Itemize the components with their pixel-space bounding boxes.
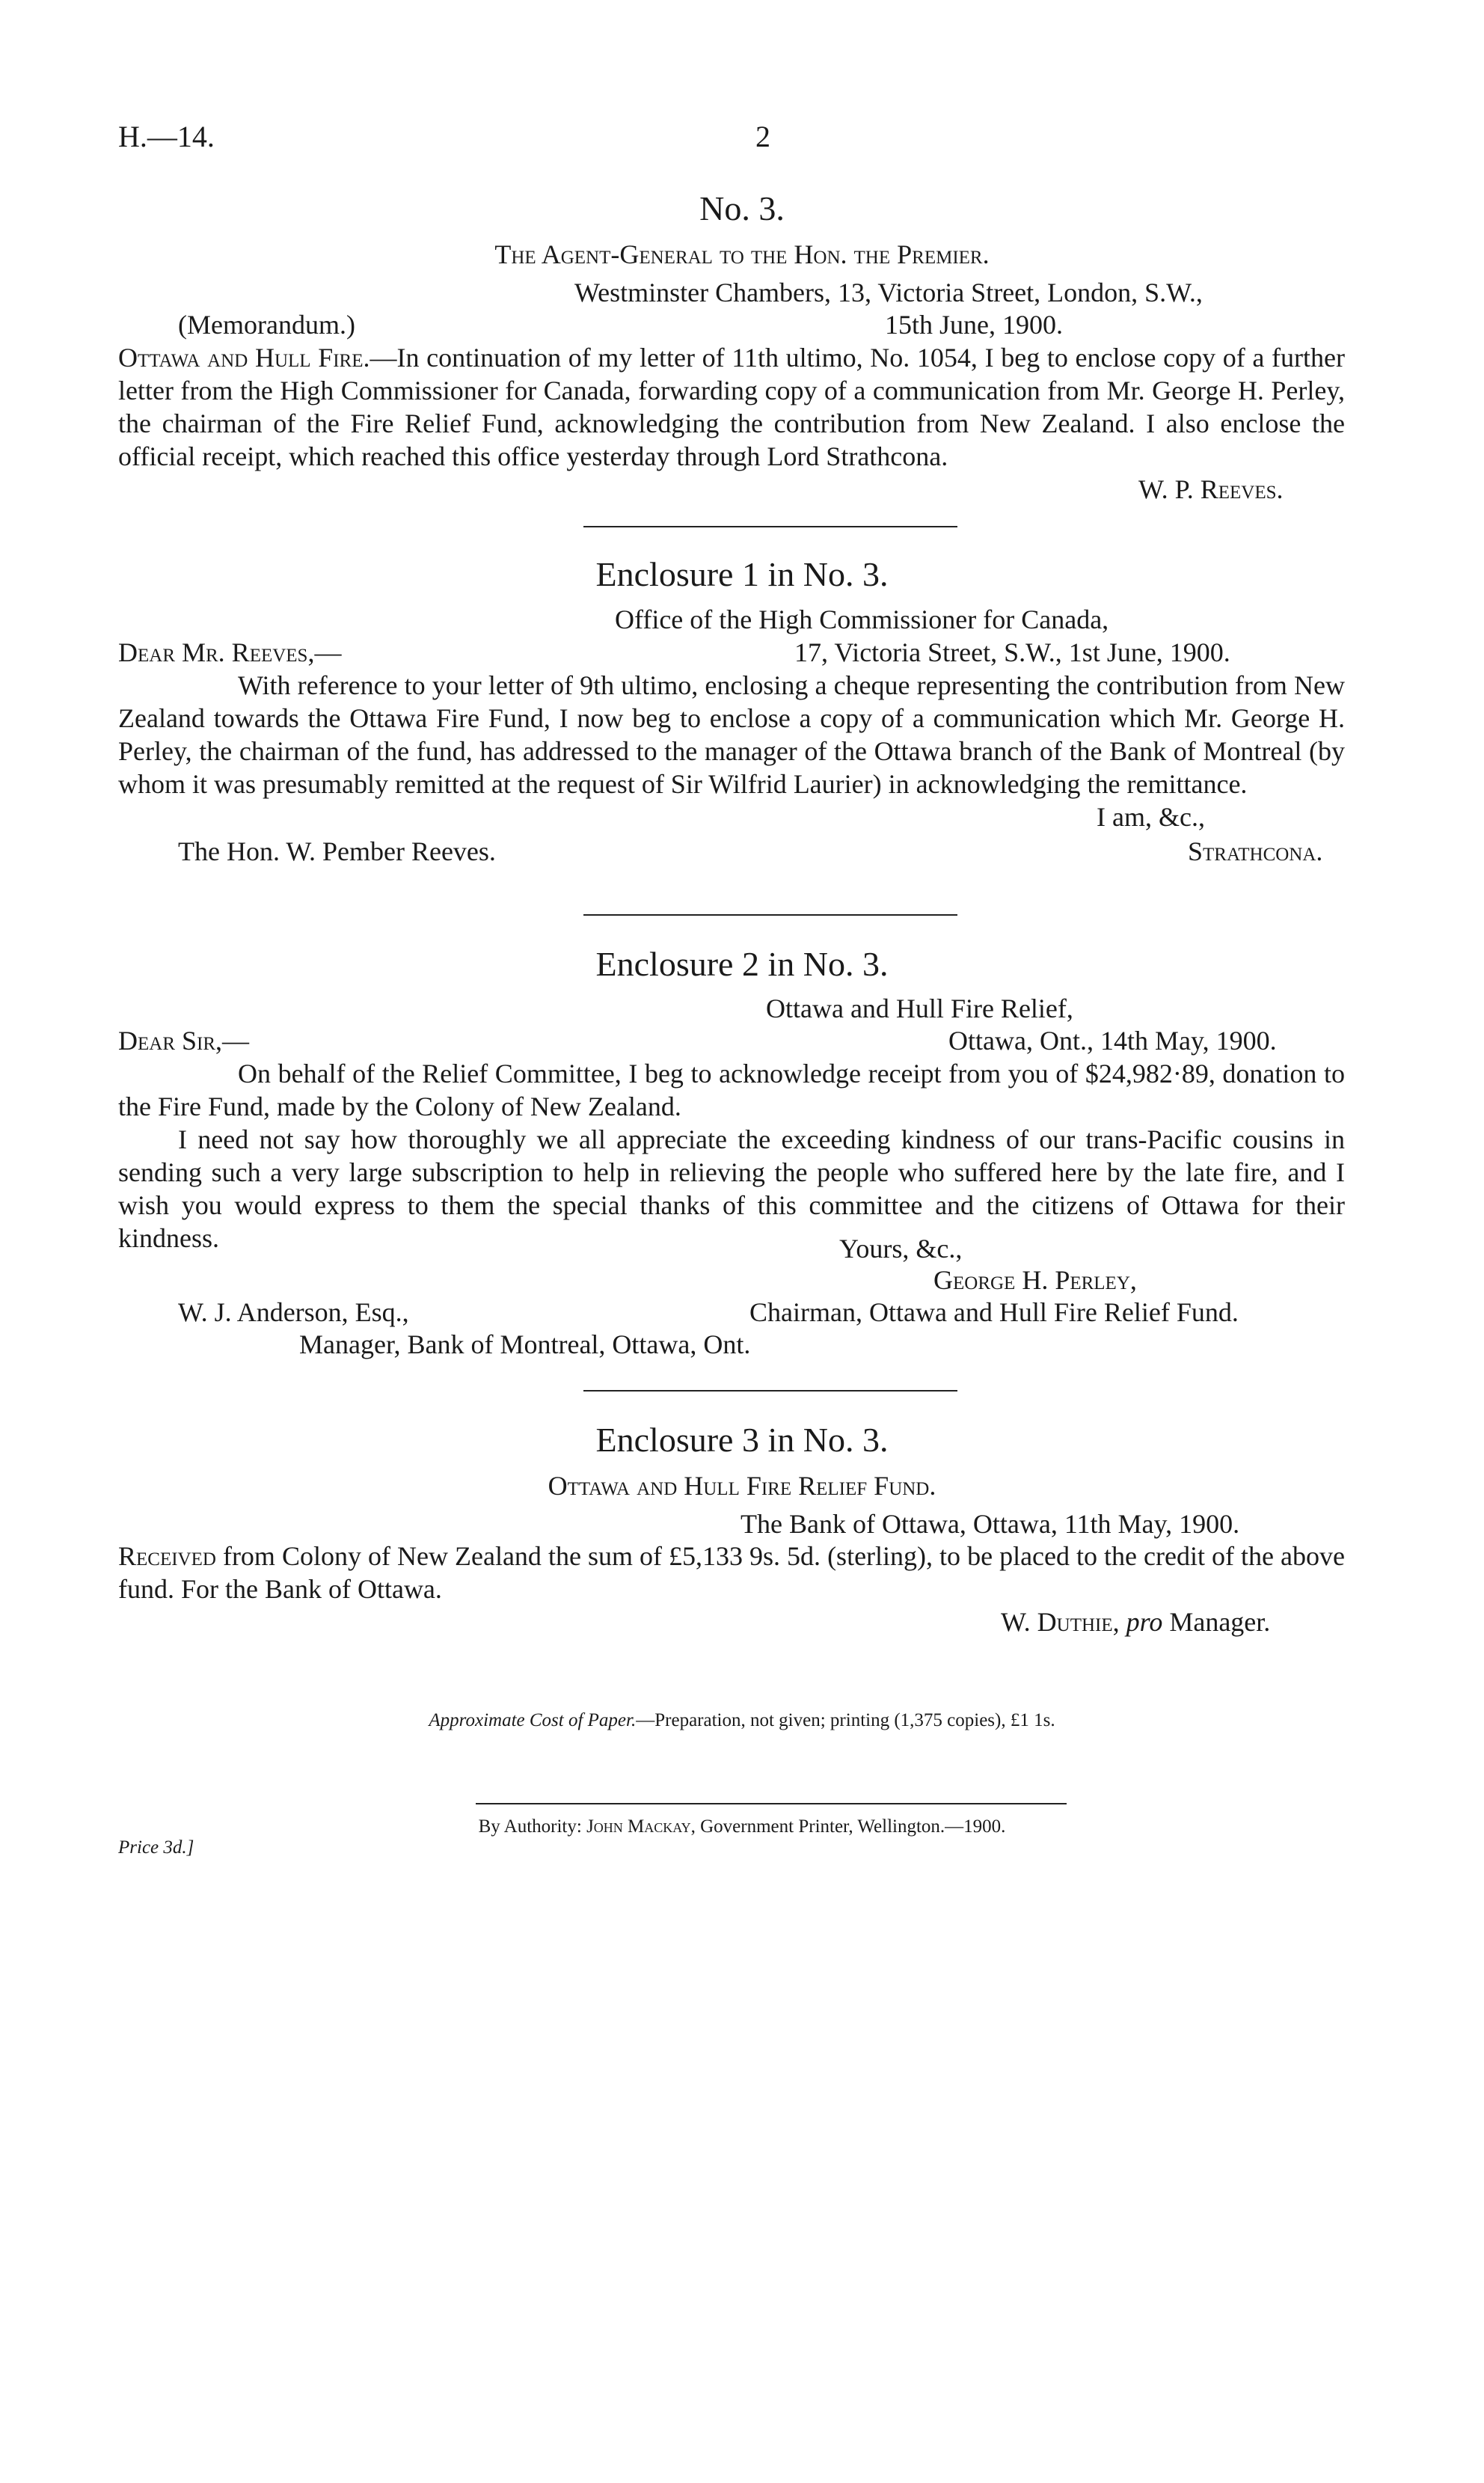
enc1-address-date: 17, Victoria Street, S.W., 1st June, 1900.	[794, 637, 1230, 667]
authority-line: By Authority: John Mackay, Government Printer, Wellington.—1900.	[478, 1816, 1006, 1837]
no3-date: 15th June, 1900.	[885, 310, 1063, 340]
enc2-salutation: Dear Sir,—	[118, 1026, 250, 1056]
page-number: 2	[755, 120, 770, 153]
cost-note: Approximate Cost of Paper.—Preparation, not given; printing (1,375 copies), £1 1s.	[429, 1710, 1055, 1730]
enc1-office: Office of the High Commissioner for Canada,	[615, 604, 1109, 634]
enc1-salutation: Dear Mr. Reeves,—	[118, 637, 342, 667]
divider	[583, 526, 957, 527]
divider	[583, 914, 957, 916]
footer-rule	[476, 1803, 1067, 1804]
enc3-body: Received from Colony of New Zealand the sum of £5,133 9s. 5d. (sterling), to be placed to the credit of the above fund. For the Bank of Ottawa.	[118, 1541, 1345, 1604]
no3-body: Ottawa and Hull Fire.—In continuation of my letter of 11th ultimo, No. 1054, I beg to enclose copy of a further letter from the High Commissioner for Canada, forwarding copy of a communication from Mr. George H. Perley, the chairman of the Fire Relief Fund, acknowledging the contribution from New Zealand. I also enclose the official receipt, which reached this office yesterday through Lord Strathcona.	[118, 343, 1345, 471]
enc1-closing: I am, &c.,	[1097, 802, 1205, 832]
enc3-received: Received	[118, 1541, 216, 1571]
enc2-addressee: W. J. Anderson, Esq.,	[178, 1297, 409, 1327]
enc2-heading: Enclosure 2 in No. 3.	[595, 945, 889, 983]
no3-from-to: The Agent-General to the Hon. the Premier.	[494, 239, 990, 269]
enc2-org: Ottawa and Hull Fire Relief,	[766, 993, 1073, 1023]
enc1-heading: Enclosure 1 in No. 3.	[595, 555, 889, 593]
enc3-signature: W. Duthie, pro Manager.	[1001, 1607, 1271, 1637]
enc2-title: Chairman, Ottawa and Hull Fire Relief Fund.	[749, 1297, 1239, 1327]
enc3-bank-date: The Bank of Ottawa, Ottawa, 11th May, 1900.	[741, 1509, 1240, 1539]
divider	[583, 1390, 957, 1391]
no3-address: Westminster Chambers, 13, Victoria Street, London, S.W.,	[574, 278, 1203, 307]
no3-heading: No. 3.	[699, 189, 785, 227]
enc2-addressee-line2: Manager, Bank of Montreal, Ottawa, Ont.	[299, 1329, 751, 1359]
enc3-fund: Ottawa and Hull Fire Relief Fund.	[548, 1471, 936, 1501]
enc1-signature: Strathcona.	[1188, 836, 1323, 866]
enc2-para2: I need not say how thoroughly we all appreciate the exceeding kindness of our trans-Pacific cousins in sending such a very large subscription to help in relieving the people who suffered here by the late fire, and I wish you would express to them the special thanks of this committee and the citizens of Ottawa for their kindness.	[118, 1124, 1345, 1253]
no3-subject: Ottawa and Hull Fire.	[118, 343, 370, 373]
enc2-para1: On behalf of the Relief Committee, I beg to acknowledge receipt from you of $24,982·89, donation to the Fire Fund, made by the Colony of New Zealand.	[118, 1059, 1345, 1121]
enc1-body: With reference to your letter of 9th ultimo, enclosing a cheque representing the contribution from New Zealand towards the Ottawa Fire Fund, I now beg to enclose a copy of a communication which Mr. George H. Perley, the chairman of the fund, has addressed to the manager of the Ottawa branch of the Bank of Montreal (by whom it was presumably remitted at the request of Sir Wilfrid Laurier) in acknowledging the remittance.	[118, 670, 1345, 799]
price: Price 3d.]	[118, 1837, 194, 1858]
no3-memo: (Memorandum.)	[178, 310, 355, 340]
enc1-addressee: The Hon. W. Pember Reeves.	[178, 836, 496, 866]
enc3-heading: Enclosure 3 in No. 3.	[595, 1421, 889, 1459]
series-code: H.—14.	[118, 120, 215, 153]
enc2-place-date: Ottawa, Ont., 14th May, 1900.	[948, 1026, 1277, 1056]
no3-signature: W. P. Reeves.	[1138, 474, 1284, 504]
enc2-closing: Yours, &c.,	[839, 1234, 963, 1264]
enc2-signature: George H. Perley,	[933, 1265, 1137, 1295]
